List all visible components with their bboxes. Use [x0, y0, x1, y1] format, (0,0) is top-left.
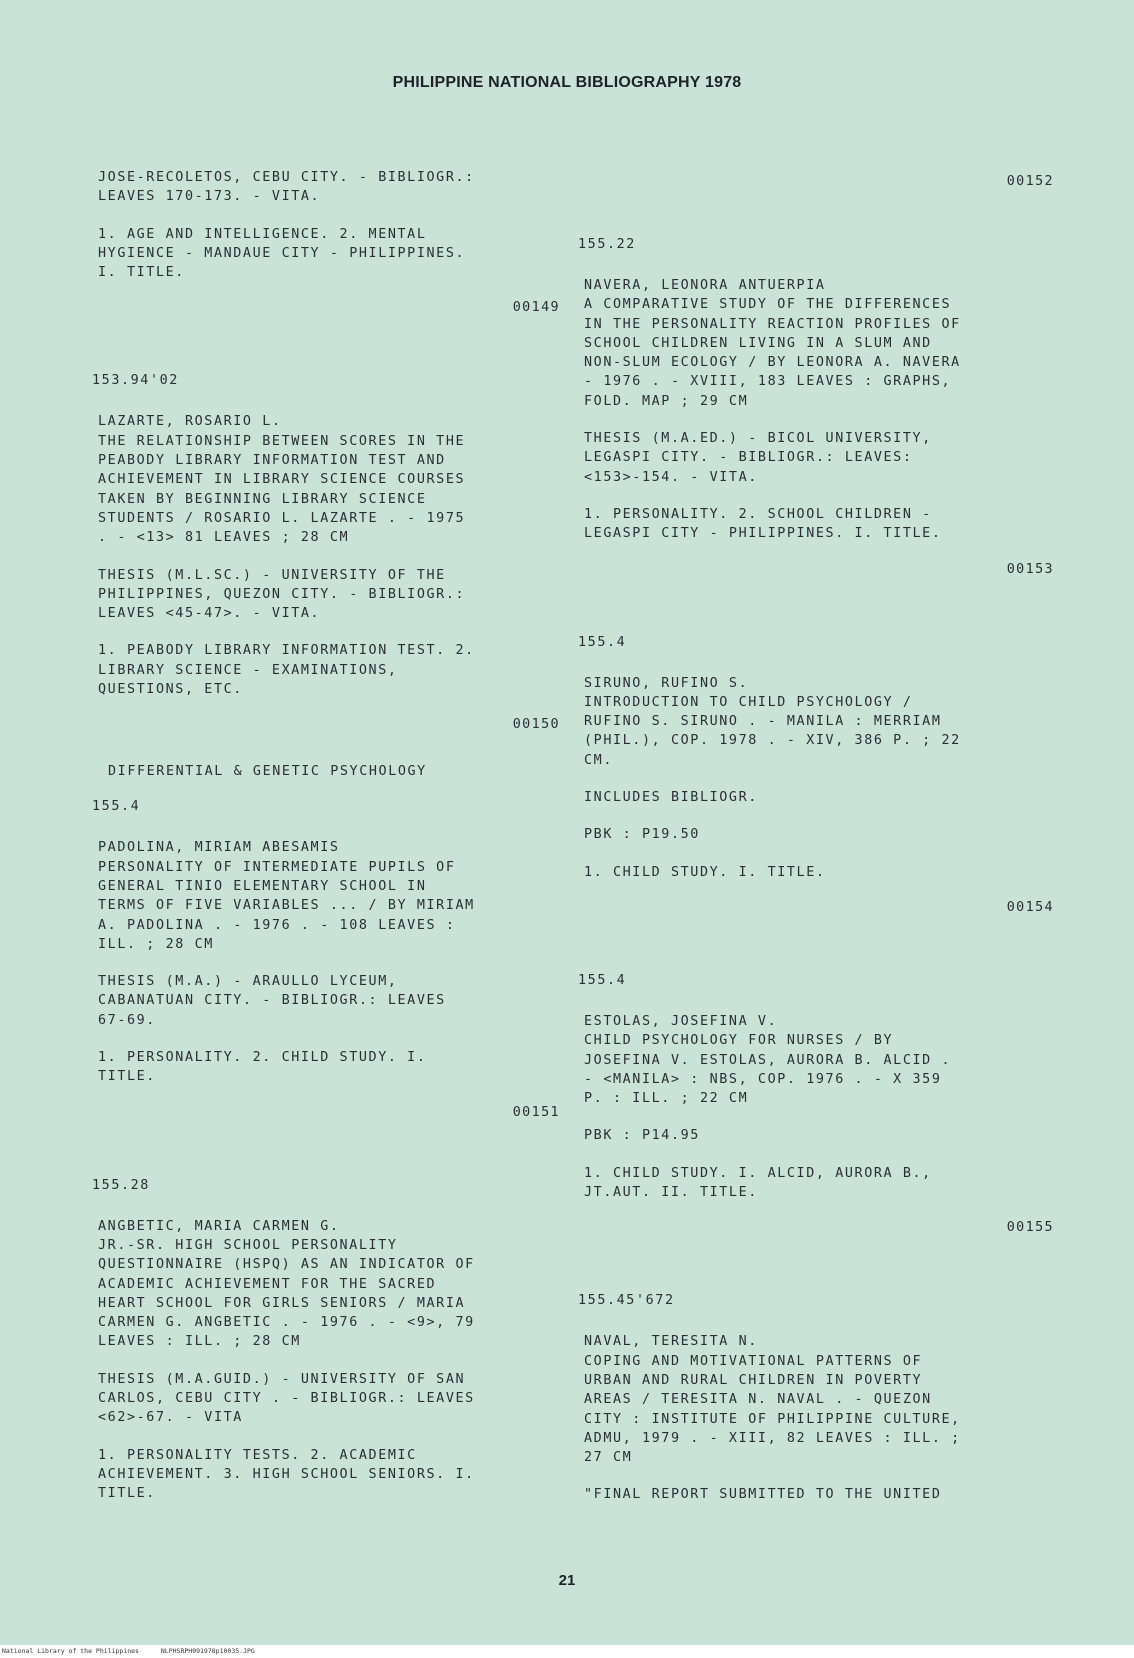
- footer-file-name: NLPHSRPH091978p10035.JPG: [160, 1647, 255, 1655]
- entry-estolas-subjects: 1. CHILD STUDY. I. ALCID, AURORA B., JT.AUT. II. TITLE.: [584, 1165, 932, 1201]
- entry-number-00155: 00155: [1006, 1220, 1054, 1236]
- call-number-155-4-siruno: 155.4: [578, 634, 627, 650]
- call-number-155-28: 155.28: [92, 1177, 150, 1193]
- entry-naval-description: NAVAL, TERESITA N. COPING AND MOTIVATIONAL PATTERNS OF URBAN AND RURAL CHILDREN IN POVERTY AREAS / TERESITA N. NAVAL . - QUEZON CITY : INSTITUTE OF PHILIPPINE CULTURE, ADMU, 1979 . - XIII, 82 LEAVES : ILL. ; 27 CM: [584, 1334, 961, 1466]
- entry-lazarte-description: LAZARTE, ROSARIO L. THE RELATIONSHIP BETWEEN SCORES IN THE PEABODY LIBRARY INFORMATION TEST AND ACHIEVEMENT IN LIBRARY SCIENCE COURSES TAKEN BY BEGINNING LIBRARY SCIENCE STUDENTS / ROSARIO L. LAZARTE . - 1975 . - <13> 81 LEAVES ; 28 CM: [98, 414, 466, 546]
- footer-library-name: National Library of the Philippines: [2, 1647, 139, 1655]
- entry-padolina-thesis: THESIS (M.A.) - ARAULLO LYCEUM, CABANATUAN CITY. - BIBLIOGR.: LEAVES 67-69.: [98, 974, 446, 1028]
- scan-footer: [0, 1645, 1134, 1658]
- entry-number-00154: 00154: [1006, 899, 1054, 915]
- call-number-153-94-02: 153.94'02: [92, 373, 179, 389]
- entry-navera-thesis: THESIS (M.A.ED.) - BICOL UNIVERSITY, LEGASPI CITY. - BIBLIOGR.: LEAVES: <153>-154. - VITA.: [584, 431, 932, 485]
- call-number-155-22: 155.22: [578, 237, 636, 252]
- entry-padolina-subjects: 1. PERSONALITY. 2. CHILD STUDY. I. TITLE.: [98, 1050, 427, 1085]
- right-column: [578, 168, 1054, 1523]
- entry-siruno-description: SIRUNO, RUFINO S. INTRODUCTION TO CHILD PSYCHOLOGY / RUFINO S. SIRUNO . - MANILA : MERRIAM (PHIL.), COP. 1978 . - XIV, 386 P. ; 22 CM.: [584, 675, 961, 768]
- entry-angbetic-subjects: 1. PERSONALITY TESTS. 2. ACADEMIC ACHIEVEMENT. 3. HIGH SCHOOL SENIORS. I. TITLE.: [98, 1447, 475, 1502]
- left-column: [92, 168, 560, 1521]
- entry-angbetic-thesis: THESIS (M.A.GUID.) - UNIVERSITY OF SAN CARLOS, CEBU CITY . - BIBLIOGR.: LEAVES <62>-67. - VITA: [98, 1371, 475, 1426]
- page-number: 21: [558, 1572, 576, 1589]
- entry-148-continuation: JOSE-RECOLETOS, CEBU CITY. - BIBLIOGR.: LEAVES 170-173. - VITA.: [98, 170, 475, 205]
- section-heading-differential-genetic-psychology: DIFFERENTIAL & GENETIC PSYCHOLOGY: [108, 764, 427, 780]
- entry-number-00152: 00152: [1006, 174, 1054, 189]
- entry-number-00149: 00149: [512, 300, 560, 316]
- entry-naval-note: "FINAL REPORT SUBMITTED TO THE UNITED: [584, 1487, 942, 1503]
- page-title: PHILIPPINE NATIONAL BIBLIOGRAPHY 1978: [392, 74, 742, 91]
- entry-estolas-description: ESTOLAS, JOSEFINA V. CHILD PSYCHOLOGY FOR NURSES / BY JOSEFINA V. ESTOLAS, AURORA B. ALCID . - <MANILA> : NBS, COP. 1976 . - X 359 P. : ILL. ; 22 CM: [584, 1013, 952, 1107]
- entry-angbetic-description: ANGBETIC, MARIA CARMEN G. JR.-SR. HIGH SCHOOL PERSONALITY QUESTIONNAIRE (HSPQ) AS AN INDICATOR OF ACADEMIC ACHIEVEMENT FOR THE SACRED HEART SCHOOL FOR GIRLS SENIORS / MARIA CARMEN G. ANGBETIC . - 1976 . - <9>, 79 LEAVES : ILL. ; 28 CM: [98, 1218, 475, 1350]
- entry-siruno-price: PBK : P19.50: [584, 827, 700, 843]
- entry-siruno-note: INCLUDES BIBLIOGR.: [584, 790, 758, 806]
- entry-number-00150: 00150: [512, 717, 560, 733]
- call-number-155-45-672: 155.45'672: [578, 1293, 675, 1309]
- entry-navera-description: NAVERA, LEONORA ANTUERPIA A COMPARATIVE STUDY OF THE DIFFERENCES IN THE PERSONALITY REACTION PROFILES OF SCHOOL CHILDREN LIVING IN A SLUM AND NON-SLUM ECOLOGY / BY LEONORA A. NAVERA - 1976 . - XVIII, 183 LEAVES : GRAPHS, FOLD. MAP ; 29 CM: [584, 278, 961, 409]
- entry-lazarte-thesis: THESIS (M.L.SC.) - UNIVERSITY OF THE PHILIPPINES, QUEZON CITY. - BIBLIOGR.: LEAVES <45-47>. - VITA.: [98, 567, 466, 622]
- call-number-155-4-estolas: 155.4: [578, 972, 627, 988]
- entry-padolina-description: PADOLINA, MIRIAM ABESAMIS PERSONALITY OF INTERMEDIATE PUPILS OF GENERAL TINIO ELEMENTARY SCHOOL IN TERMS OF FIVE VARIABLES ... / BY MIRIAM A. PADOLINA . - 1976 . - 108 LEAVES : ILL. ; 28 CM: [98, 840, 475, 952]
- call-number-155-4-padolina: 155.4: [92, 799, 141, 815]
- entry-navera-subjects: 1. PERSONALITY. 2. SCHOOL CHILDREN - LEGASPI CITY - PHILIPPINES. I. TITLE.: [584, 506, 942, 542]
- entry-lazarte-subjects: 1. PEABODY LIBRARY INFORMATION TEST. 2. LIBRARY SCIENCE - EXAMINATIONS, QUESTIONS, ETC.: [98, 643, 475, 698]
- entry-148-subjects: 1. AGE AND INTELLIGENCE. 2. MENTAL HYGIENCE - MANDAUE CITY - PHILIPPINES. I. TITLE.: [98, 226, 466, 281]
- entry-number-00151: 00151: [512, 1104, 560, 1120]
- entry-estolas-price: PBK : P14.95: [584, 1128, 700, 1144]
- entry-number-00153: 00153: [1006, 561, 1054, 577]
- entry-siruno-subjects: 1. CHILD STUDY. I. TITLE.: [584, 864, 826, 880]
